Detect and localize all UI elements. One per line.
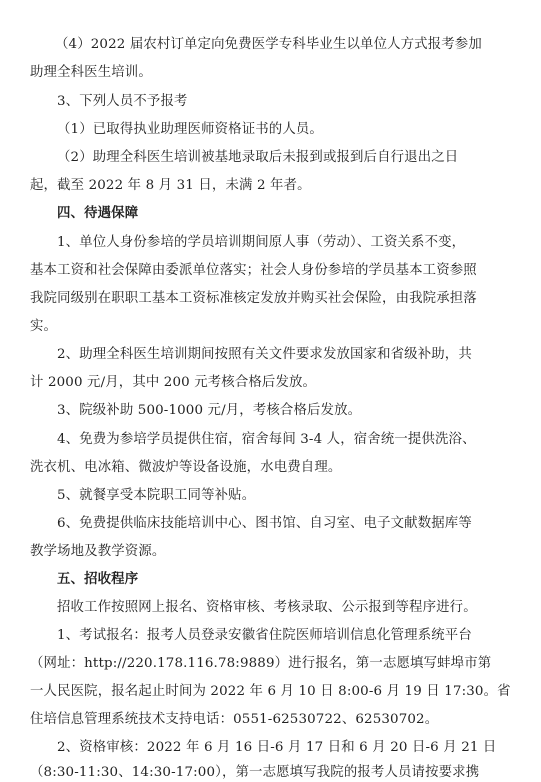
section-heading-procedure: 五、招收程序 xyxy=(57,572,139,587)
paragraph-line: （4）2022 届农村订单定向免费医学专科毕业生以单位人方式报考参加 xyxy=(55,37,482,52)
paragraph-line: 洗衣机、电冰箱、微波炉等设备设施，水电费自理。 xyxy=(30,460,342,475)
paragraph-line: 住培信息管理系统技术支持电话：0551-62530722、62530702。 xyxy=(30,712,439,727)
paragraph-line: 1、单位人身份参培的学员培训期间原人事（劳动）、工资关系不变， xyxy=(57,235,466,250)
paragraph-line: 招收工作按照网上报名、资格审核、考核录取、公示报到等程序进行。 xyxy=(57,600,477,615)
paragraph-line: 计 2000 元/月，其中 200 元考核合格后发放。 xyxy=(30,375,317,390)
paragraph-line: 3、下列人员不予报考 xyxy=(57,94,188,109)
section-heading-benefits: 四、待遇保障 xyxy=(57,206,139,221)
paragraph-line: 实。 xyxy=(30,319,58,334)
paragraph-line: 2、助理全科医生培训期间按照有关文件要求发放国家和省级补助，共 xyxy=(57,347,472,362)
paragraph-line: 6、免费提供临床技能培训中心、图书馆、自习室、电子文献数据库等 xyxy=(57,516,472,531)
paragraph-line: （网址：http://220.178.116.78:9889）进行报名，第一志愿填写蚌埠市第 xyxy=(30,656,492,671)
paragraph-line: 基本工资和社会保障由委派单位落实；社会人身份参培的学员基本工资参照 xyxy=(30,263,477,278)
paragraph-line: 起，截至 2022 年 8 月 31 日，未满 2 年者。 xyxy=(30,178,311,193)
paragraph-line: 3、院级补助 500-1000 元/月，考核合格后发放。 xyxy=(57,403,362,418)
paragraph-line: 4、免费为参培学员提供住宿，宿舍每间 3-4 人，宿舍统一提供洗浴、 xyxy=(57,432,476,447)
paragraph-line: 一人民医院，报名起止时间为 2022 年 6 月 10 日 8:00-6 月 19 日 17:30。省 xyxy=(30,684,511,699)
paragraph-line: （1）已取得执业助理医师资格证书的人员。 xyxy=(57,122,323,137)
paragraph-line: 教学场地及教学资源。 xyxy=(30,544,166,559)
paragraph-line: （2）助理全科医生培训被基地录取后未报到或报到后自行退出之日 xyxy=(57,150,459,165)
paragraph-line: 我院同级别在职职工基本工资标准核定发放并购买社会保险，由我院承担落 xyxy=(30,291,477,306)
paragraph-line: 5、就餐享受本院职工同等补贴。 xyxy=(57,488,256,503)
paragraph-line: （8:30-11:30、14:30-17:00），第一志愿填写我院的报考人员请按要求携 xyxy=(30,765,480,780)
paragraph-line: 1、考试报名：报考人员登录安徽省住院医师培训信息化管理系统平台 xyxy=(57,628,472,643)
paragraph-line: 助理全科医生培训。 xyxy=(30,65,152,80)
paragraph-line: 2、资格审核：2022 年 6 月 16 日-6 月 17 日和 6 月 20 日-6 月 21 日 xyxy=(57,740,497,755)
